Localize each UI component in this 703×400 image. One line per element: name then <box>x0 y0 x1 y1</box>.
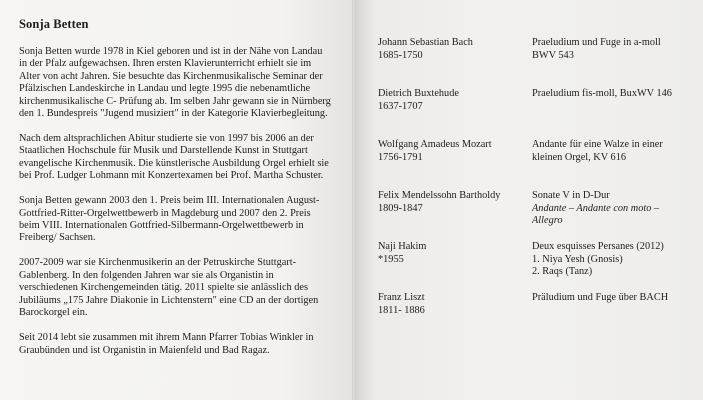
program-item <box>378 37 698 88</box>
composer-dates: 1811- 1886 <box>378 304 425 316</box>
bio-line: kirchenmusikalische C- Prüfung ab. Im selben Jahr gewann sie in Nürnberg <box>19 95 331 107</box>
composer-name: Franz Liszt <box>378 292 425 303</box>
bio-line: Gottfried-Ritter-Orgelwettbewerb in Magdeburg und 2007 den 2. Preis <box>19 207 311 219</box>
bio-line: Alter von acht Jahren. Sie besuchte das Kirchenmusikalische Seminar der <box>19 70 323 82</box>
bio-title: Sonja Betten <box>19 17 89 31</box>
composer-info <box>378 139 528 164</box>
program-item <box>378 292 698 343</box>
program-item <box>378 139 698 190</box>
program-item <box>378 190 698 241</box>
piece-line: Praeludium und Fuge in a-moll <box>532 37 661 48</box>
composer-info <box>378 190 528 215</box>
bio-line: Sonja Betten wurde 1978 in Kiel geboren und ist in der Nähe von Landau <box>19 46 323 57</box>
bio-line: Pfälzischen Landeskirche in Landau und legte 1995 die nebenamtliche <box>19 83 311 95</box>
composer-dates: 1756-1791 <box>378 151 423 163</box>
bio-line: Nach dem altsprachlichen Abitur studierte sie von 1997 bis 2006 an der <box>19 133 314 145</box>
bio-line: beim VIII. Internationalen Gottfried-Silbermann-Orgelwettbewerb in <box>19 220 304 232</box>
composer-name: Wolfgang Amadeus Mozart <box>378 139 492 150</box>
composer-dates: 1809-1847 <box>378 202 423 214</box>
bio-line: Seit 2014 lebt sie zusammen mit ihrem Mann Pfarrer Tobias Winkler in <box>19 332 314 344</box>
bio-line: Graubünden und ist Organistin in Maienfeld und Bad Ragaz. <box>19 344 270 356</box>
bio-line: Sonja Betten gewann 2003 den 1. Preis beim III. Internationalen August- <box>19 195 320 207</box>
composer-name: Naji Hakim <box>378 241 427 252</box>
booklet-spine <box>352 0 356 400</box>
composer-info <box>378 241 528 266</box>
piece-line: Praeludium fis-moll, BuxWV 146 <box>532 88 672 99</box>
composer-name: Johann Sebastian Bach <box>378 37 473 48</box>
piece-info <box>532 139 682 164</box>
composer-dates: 1637-1707 <box>378 100 423 112</box>
piece-line: Deux esquisses Persanes (2012) <box>532 241 664 252</box>
bio-line: Gablenberg. In den folgenden Jahren war sie als Organistin in <box>19 269 274 281</box>
composer-info <box>378 88 528 113</box>
composer-info <box>378 37 528 62</box>
composer-name: Dietrich Buxtehude <box>378 88 459 99</box>
piece-info <box>532 37 682 62</box>
bio-line: evangelische Kirchenmusik. Die künstlerische Ausbildung Orgel erhielt sie <box>19 157 329 169</box>
bio-line: den 1. Bundespreis "Jugend musiziert" in der Kategorie Klavierbegleitung. <box>19 108 328 120</box>
bio-paragraph <box>19 257 337 319</box>
bio-paragraph <box>19 332 337 357</box>
piece-info <box>532 292 682 305</box>
bio-paragraph <box>19 195 337 245</box>
program-item <box>378 88 698 139</box>
bio-line: Barockorgel ein. <box>19 307 88 319</box>
piece-info <box>532 190 682 228</box>
bio-paragraph <box>19 46 337 120</box>
movement-line: Allegro <box>532 215 563 227</box>
program-list <box>378 37 698 343</box>
bio-paragraph <box>19 133 337 183</box>
piece-line: Präludium und Fuge über BACH <box>532 292 669 303</box>
program-item <box>378 241 698 292</box>
piece-info <box>532 88 682 101</box>
bio-line: verschiedenen Kirchengemeinden tätig. 2011 spielte sie anlässlich des <box>19 282 308 294</box>
bio-line: bei Prof. Ludger Lohmann mit Konzertexamen bei Prof. Martha Schuster. <box>19 170 324 182</box>
piece-line: BWV 543 <box>532 49 574 61</box>
bio-line: Jubiläums „175 Jahre Diakonie in Lichtenstern" eine CD an der dortigen <box>19 294 319 306</box>
biography-text <box>19 46 337 370</box>
composer-info <box>378 292 528 317</box>
bio-line: 2007-2009 war sie Kirchenmusikerin an der Petruskirche Stuttgart- <box>19 257 297 269</box>
bio-line: Freiberg/ Sachsen. <box>19 232 96 244</box>
piece-info <box>532 241 682 279</box>
piece-line: Sonate V in D-Dur <box>532 190 610 201</box>
piece-line: 2. Raqs (Tanz) <box>532 266 593 278</box>
piece-line: 1. Niya Yesh (Gnosis) <box>532 253 623 265</box>
composer-dates: *1955 <box>378 253 404 265</box>
composer-dates: 1685-1750 <box>378 49 423 61</box>
bio-line: Staatlichen Hochschule für Musik und Darstellende Kunst in Stuttgart <box>19 145 308 157</box>
piece-line: Andante für eine Walze in einer <box>532 139 663 150</box>
piece-line: kleinen Orgel, KV 616 <box>532 151 626 163</box>
composer-name: Felix Mendelssohn Bartholdy <box>378 190 501 201</box>
bio-line: in der Pfalz aufgewachsen. Ihren ersten Klavierunterricht erhielt sie im <box>19 58 312 70</box>
movement-line: Andante – Andante con moto – <box>532 202 660 214</box>
